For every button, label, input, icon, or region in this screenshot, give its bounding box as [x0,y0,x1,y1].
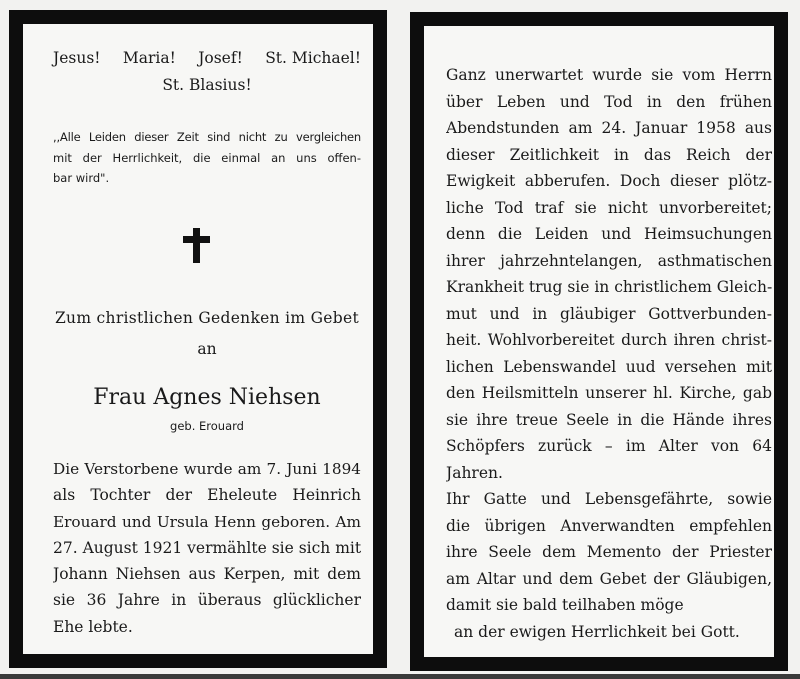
bio-line: 27. August 1921 vermählte sie sich mit [53,538,361,557]
invocation: Maria! [122,49,176,67]
quote-line: bar wird". [53,171,110,185]
memorial-line [53,308,361,328]
text-line: sie ihre treue Seele in die Hände ihres [446,410,772,429]
invocations-row [53,48,361,68]
invocation: Josef! [198,49,243,67]
text-line: ihre Seele dem Memento der Priester [446,543,772,561]
text-line: die übrigen Anverwandten empfehlen [446,516,772,535]
text-line: dieser Zeitlichkeit in das Reich der [446,145,772,164]
text-line: über Leben und Tod in den frühen [446,92,772,111]
text-line: liche Tod traf sie nicht unvorbereitet; [446,198,772,217]
text-line: Abendstunden am 24. Januar 1958 aus [446,119,772,137]
text-line: ihrer jahrzehntelangen, asthmatischen [446,251,772,270]
text-line: den Heilsmitteln unserer hl. Kirche, gab [446,384,772,402]
invocation: St. Michael! [265,49,361,67]
memorial-text: Zum christlichen Gedenken im Gebet [54,309,360,327]
bio-line: Johann Niehsen aus Kerpen, mit dem [53,565,361,584]
bio-line: Erouard und Ursula Henn geboren. Am [53,512,361,531]
text-line: Ganz unerwartet wurde sie vom Herrn [446,66,772,84]
text-line: Ihr Gatte und Lebensgefährte, sowie [446,490,772,508]
memorial-card-back [410,12,788,671]
text-line: Krankheit trug sie in christlichem Gleich- [446,278,772,296]
text-line: mut und in gläubiger Gottverbunden- [446,304,772,323]
maiden-name: geb. Erouard [170,419,244,433]
text-line: Schöpfers zurück – im Alter von 64 [446,437,772,455]
bio-line: Ehe lebte. [53,617,133,636]
bio-line: sie 36 Jahre in überaus glücklicher [53,591,361,610]
text-line: Ewigkeit abberufen. Doch dieser plötz- [446,172,772,190]
scan-edge [0,674,800,679]
text-line: Jahren. [446,463,503,482]
bio-line: als Tochter der Eheleute Heinrich [53,486,361,505]
text-line: damit sie bald teilhaben möge [446,596,684,614]
obituary-text [446,62,772,645]
quote-line: ,,Alle Leiden dieser Zeit sind nicht zu vergleichen [53,130,361,144]
text-line: an der ewigen Herrlichkeit bei Gott. [454,622,740,641]
bio-line: Die Verstorbene wurde am 7. Juni 1894 [53,460,361,478]
deceased-name: Frau Agnes Niehsen [93,385,321,410]
memorial-card-front [9,10,387,668]
quote-line: mit der Herrlichkeit, die einmal an uns offen- [53,151,361,165]
text-line: am Altar und dem Gebet der Gläubigen, [446,569,772,588]
memorial-an: an [197,340,217,358]
text-line: lichen Lebenswandel uud versehen mit [446,357,772,376]
text-line: denn die Leiden und Heimsuchungen [446,225,772,243]
invocation: Jesus! [53,49,101,67]
biography [53,456,361,640]
invocation-blasius: St. Blasius! [162,76,252,94]
text-line: heit. Wohlvorbereitet durch ihren christ- [446,331,772,349]
